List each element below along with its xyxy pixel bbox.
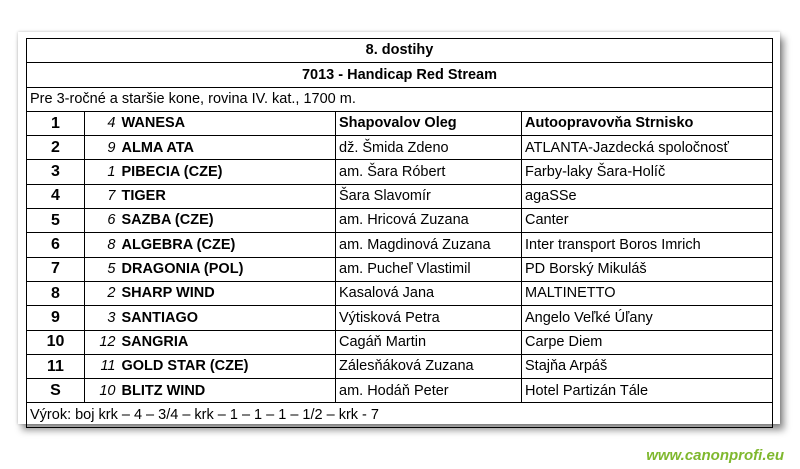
race-name: 7013 - Handicap Red Stream <box>27 63 773 87</box>
finish-position: 5 <box>27 209 85 233</box>
jockey-name: Výtisková Petra <box>336 306 522 330</box>
jockey-name: am. Magdinová Zuzana <box>336 233 522 257</box>
result-row <box>27 306 773 330</box>
jockey-name: am. Šara Róbert <box>336 160 522 184</box>
start-number: 5 <box>85 257 119 281</box>
jockey-name: Šara Slavomír <box>336 184 522 208</box>
horse-name: WANESA <box>119 111 336 135</box>
horse-name: ALGEBRA (CZE) <box>119 233 336 257</box>
start-number: 11 <box>85 354 119 378</box>
result-row <box>27 111 773 135</box>
result-row <box>27 209 773 233</box>
owner-name: Inter transport Boros Imrich <box>522 233 773 257</box>
finish-position: 4 <box>27 184 85 208</box>
jockey-name: Cagáň Martin <box>336 330 522 354</box>
horse-name: BLITZ WIND <box>119 379 336 403</box>
start-number: 4 <box>85 111 119 135</box>
start-number: 6 <box>85 209 119 233</box>
horse-name: SANTIAGO <box>119 306 336 330</box>
finish-position: 7 <box>27 257 85 281</box>
owner-name: ATLANTA-Jazdecká spoločnosť <box>522 136 773 160</box>
jockey-name: Shapovalov Oleg <box>336 111 522 135</box>
owner-name: Angelo Veľké Úľany <box>522 306 773 330</box>
start-number: 7 <box>85 184 119 208</box>
horse-name: DRAGONIA (POL) <box>119 257 336 281</box>
horse-name: GOLD STAR (CZE) <box>119 354 336 378</box>
horse-name: SHARP WIND <box>119 281 336 305</box>
finish-position: 10 <box>27 330 85 354</box>
start-number: 10 <box>85 379 119 403</box>
owner-name: agaSSe <box>522 184 773 208</box>
result-row <box>27 330 773 354</box>
owner-name: Stajňa Arpáš <box>522 354 773 378</box>
finish-position: 1 <box>27 111 85 135</box>
race-conditions-row <box>27 87 773 111</box>
owner-name: MALTINETTO <box>522 281 773 305</box>
finish-position: S <box>27 379 85 403</box>
finish-position: 2 <box>27 136 85 160</box>
race-name-row <box>27 63 773 87</box>
finish-position: 3 <box>27 160 85 184</box>
result-row <box>27 379 773 403</box>
result-row <box>27 160 773 184</box>
start-number: 1 <box>85 160 119 184</box>
result-row <box>27 354 773 378</box>
finish-position: 11 <box>27 354 85 378</box>
owner-name: Hotel Partizán Tále <box>522 379 773 403</box>
horse-name: ALMA ATA <box>119 136 336 160</box>
race-title-row <box>27 39 773 63</box>
start-number: 12 <box>85 330 119 354</box>
result-row <box>27 184 773 208</box>
start-number: 2 <box>85 281 119 305</box>
jockey-name: Zálesňáková Zuzana <box>336 354 522 378</box>
race-results-table <box>26 38 773 428</box>
race-title: 8. dostihy <box>27 39 773 63</box>
horse-name: TIGER <box>119 184 336 208</box>
jockey-name: Kasalová Jana <box>336 281 522 305</box>
result-row <box>27 233 773 257</box>
result-row <box>27 281 773 305</box>
horse-name: SANGRIA <box>119 330 336 354</box>
result-row <box>27 257 773 281</box>
finish-position: 8 <box>27 281 85 305</box>
owner-name: PD Borský Mikuláš <box>522 257 773 281</box>
horse-name: SAZBA (CZE) <box>119 209 336 233</box>
jockey-name: am. Hodáň Peter <box>336 379 522 403</box>
race-conditions: Pre 3-ročné a staršie kone, rovina IV. kat., 1700 m. <box>27 87 773 111</box>
owner-name: Canter <box>522 209 773 233</box>
finish-position: 6 <box>27 233 85 257</box>
watermark-text: www.canonprofi.eu <box>646 447 784 464</box>
jockey-name: dž. Šmida Zdeno <box>336 136 522 160</box>
start-number: 3 <box>85 306 119 330</box>
start-number: 8 <box>85 233 119 257</box>
owner-name: Autoopravovňa Strnisko <box>522 111 773 135</box>
jockey-name: am. Pucheľ Vlastimil <box>336 257 522 281</box>
horse-name: PIBECIA (CZE) <box>119 160 336 184</box>
margins-row <box>27 403 773 427</box>
owner-name: Farby-laky Šara-Holíč <box>522 160 773 184</box>
race-margins: Výrok: boj krk – 4 – 3/4 – krk – 1 – 1 – 1 – 1/2 – krk - 7 <box>27 403 773 427</box>
start-number: 9 <box>85 136 119 160</box>
result-row <box>27 136 773 160</box>
owner-name: Carpe Diem <box>522 330 773 354</box>
jockey-name: am. Hricová Zuzana <box>336 209 522 233</box>
finish-position: 9 <box>27 306 85 330</box>
